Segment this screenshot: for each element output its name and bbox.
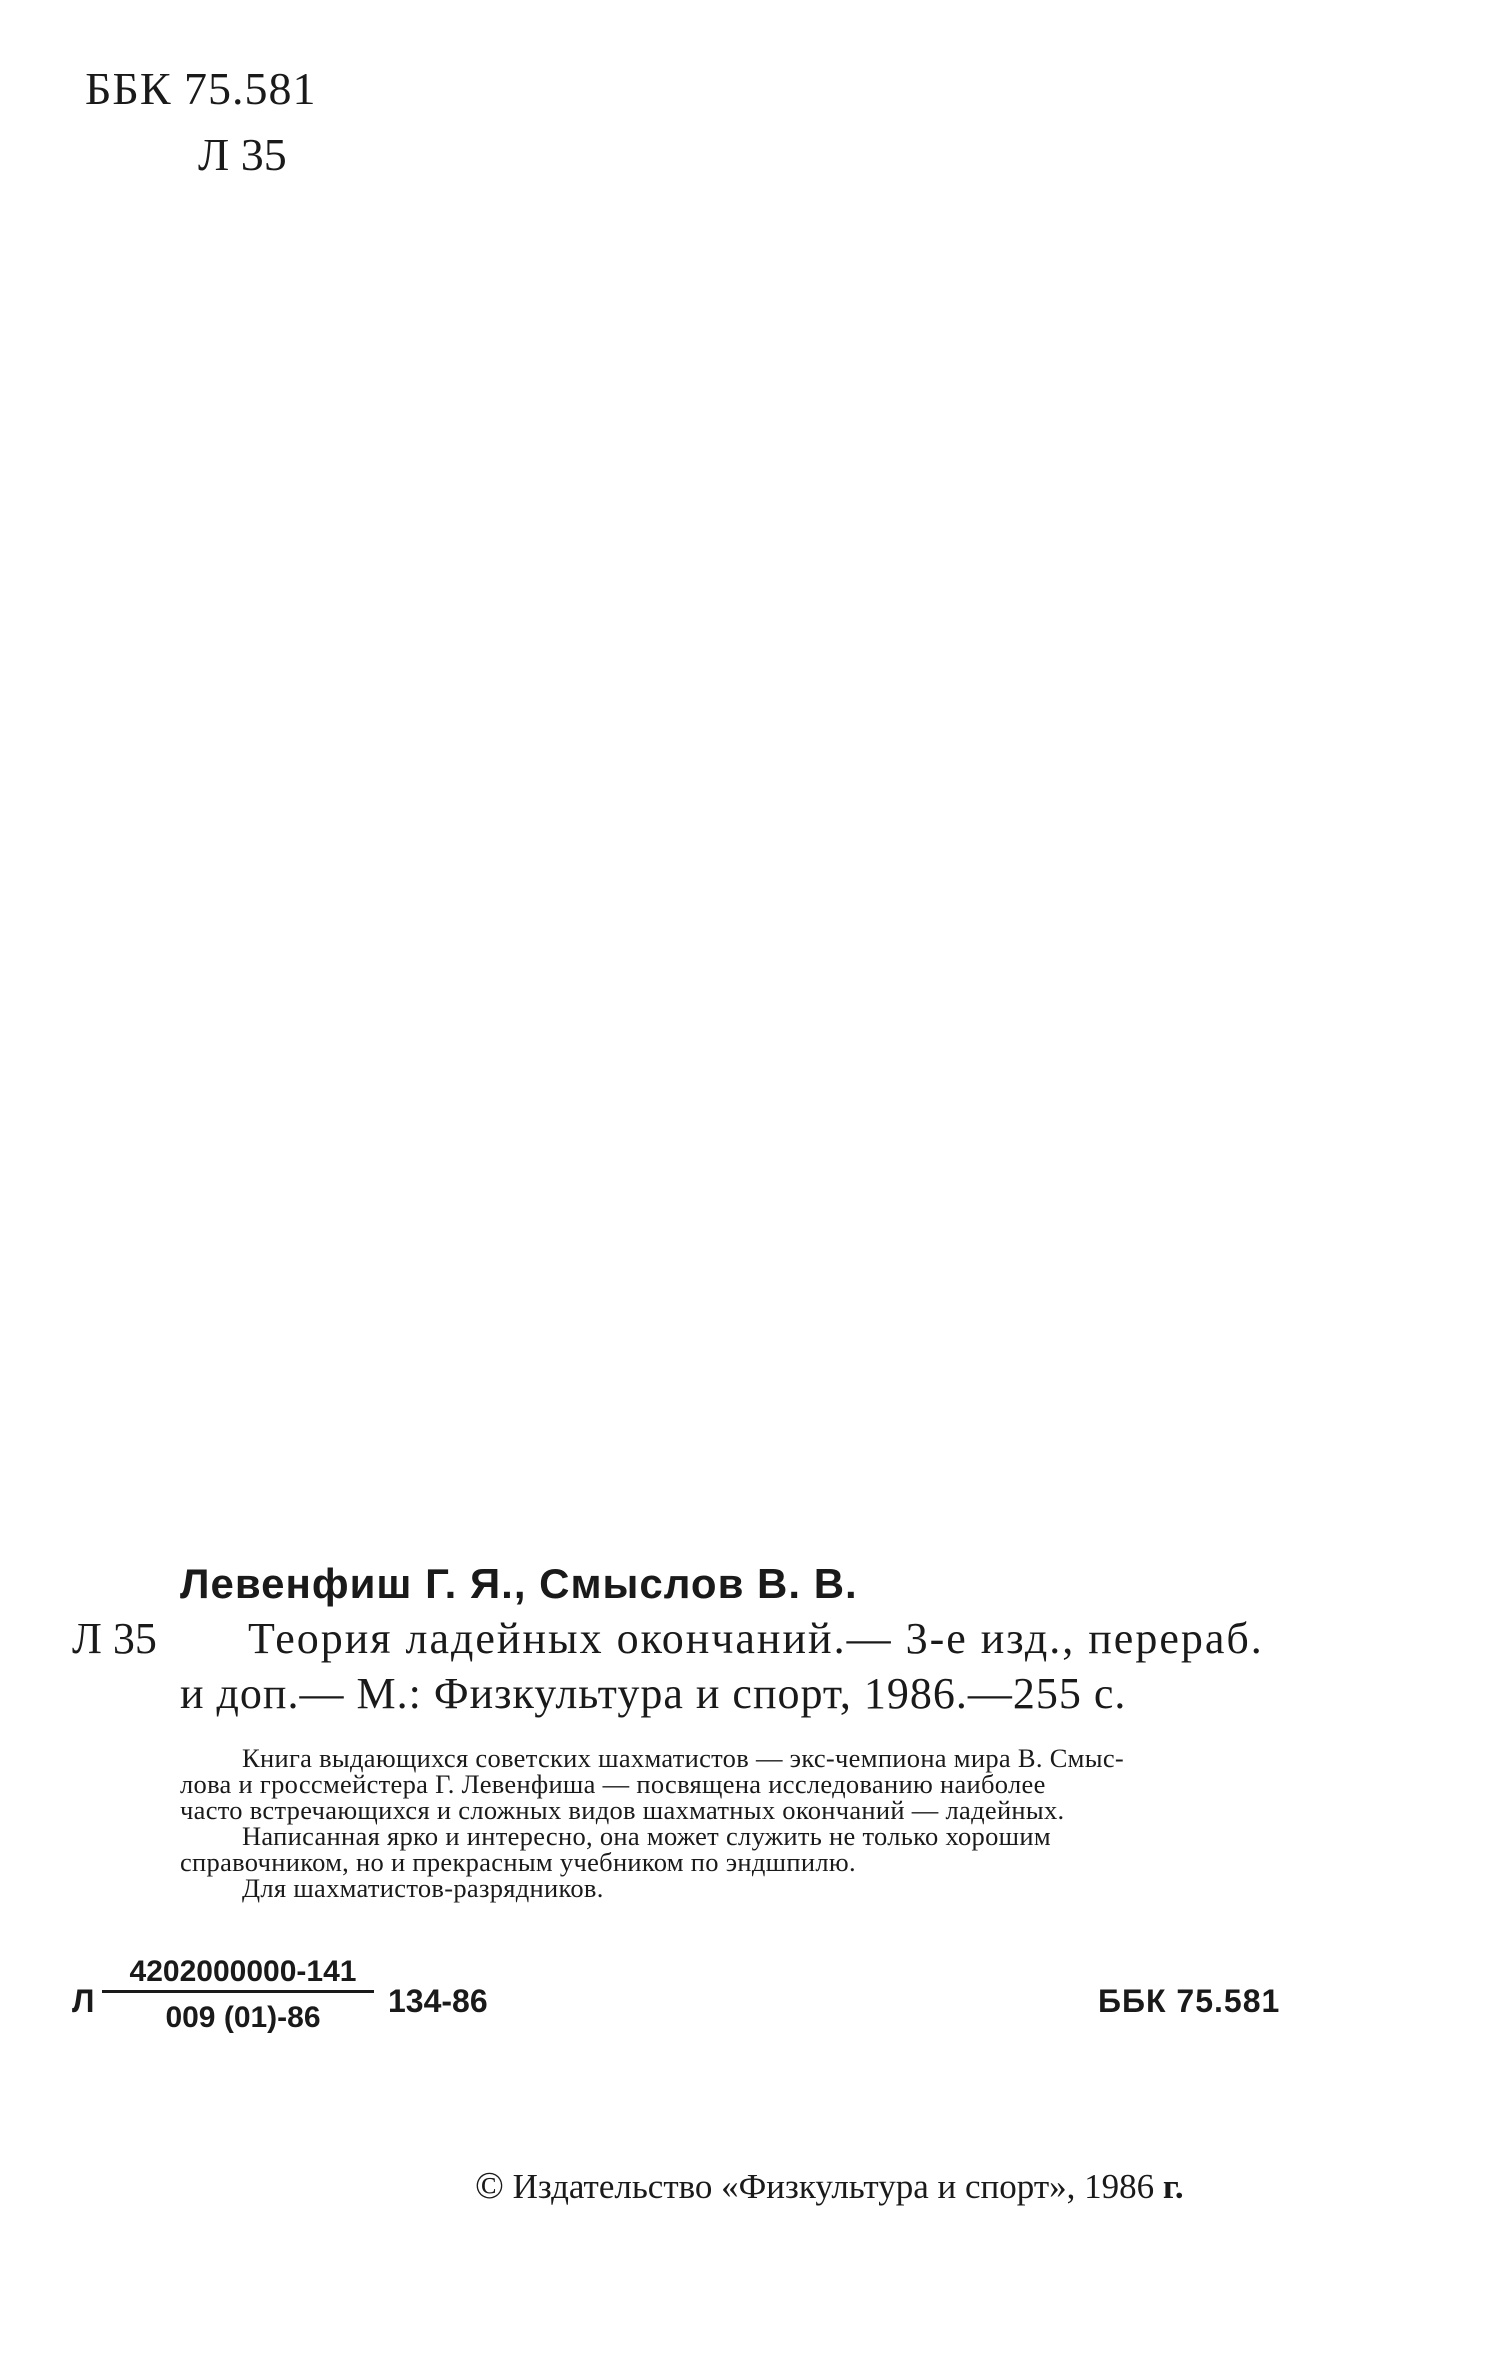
copyright-symbol: © bbox=[475, 2165, 504, 2207]
annotation-line: справочником, но и прекрасным учебником по эндшпилю. bbox=[180, 1847, 856, 1877]
index-formula-suffix: 134-86 bbox=[388, 1983, 488, 2019]
annotation-line: Написанная ярко и интересно, она может служить не только хорошим bbox=[242, 1821, 1051, 1851]
book-authors: Левенфиш Г. Я., Смыслов В. В. bbox=[180, 1560, 858, 1607]
bbk-code-top: ББК 75.581 bbox=[85, 63, 317, 114]
author-mark-bibliographic: Л 35 bbox=[72, 1614, 157, 1663]
author-mark-top: Л 35 bbox=[198, 129, 287, 180]
annotation-line: Для шахматистов-разрядников. bbox=[242, 1873, 604, 1903]
annotation-line: лова и гроссмейстера Г. Левенфиша — посвящена исследованию наиболее bbox=[180, 1769, 1046, 1799]
annotation-line: часто встречающихся и сложных видов шахматных окончаний — ладейных. bbox=[180, 1795, 1065, 1825]
index-formula-letter: Л bbox=[72, 1983, 95, 2019]
index-formula-denominator: 009 (01)-86 bbox=[165, 2001, 321, 2034]
copyright-notice bbox=[475, 2164, 1184, 2208]
bbk-code-bottom: ББК 75.581 bbox=[1098, 1983, 1281, 2019]
annotation-line: Книга выдающихся советских шахматистов — экс-чемпиона мира В. Смыс- bbox=[242, 1743, 1125, 1773]
bibliographic-title-line: Теория ладейных окончаний.— 3-е изд., перераб. bbox=[248, 1614, 1264, 1663]
copyright-text: Издательство «Физкультура и спорт», 1986 bbox=[512, 2167, 1155, 2206]
annotation bbox=[180, 1745, 1300, 1901]
index-formula-numerator: 4202000000-141 bbox=[129, 1955, 357, 1988]
copyright-year-suffix: г. bbox=[1162, 2167, 1184, 2206]
index-formula-fraction-line bbox=[102, 1990, 374, 1993]
bibliographic-publisher-line: и доп.— М.: Физкультура и спорт, 1986.—255 с. bbox=[180, 1669, 1127, 1718]
